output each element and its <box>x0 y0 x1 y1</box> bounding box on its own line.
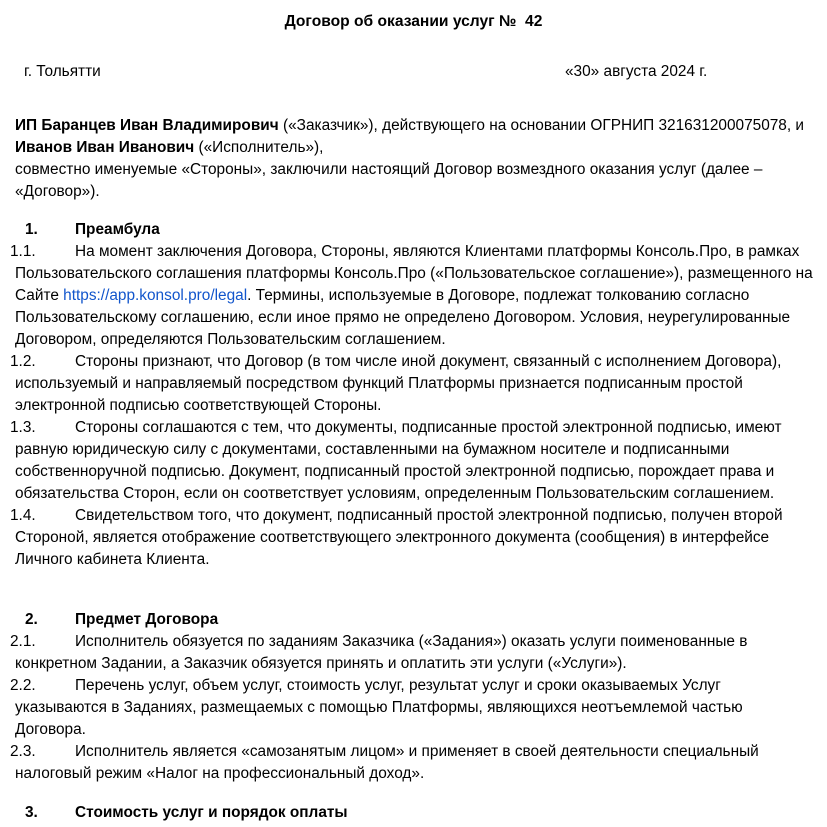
section-number: 1. <box>25 221 38 238</box>
section-title: Предмет Договора <box>75 611 219 628</box>
section-3 <box>0 802 827 824</box>
legal-link[interactable]: https://app.konsol.pro/legal <box>63 287 248 304</box>
document-date: «30» августа 2024 г. <box>565 63 708 80</box>
clause-1-1 <box>0 241 827 351</box>
clause-text: Стороны соглашаются с тем, что документы, подписанные простой электронной подписью, имеют равную юридическую силу с документами, составленными на бумажном носителе и подписанными собственноручной подписью. Документ, подписанный простой электронной подписью, порождает права и обязательства Сторон, если он соответствует условиям, определенным Пользовательским соглашением. <box>15 419 782 502</box>
clause-text-continued: . Термины, используемые в Договоре, подлежат толкованию согласно Пользовательскому соглашению, если иное прямо не определено Договором. Условия, неурегулированные Договором, определяются Пользовательским соглашением. <box>15 287 791 348</box>
section-heading <box>0 802 827 824</box>
customer-name: ИП Баранцев Иван Владимирович <box>15 117 279 134</box>
parties-paragraph <box>15 115 820 203</box>
clause-number: 1.3. <box>10 419 36 436</box>
clause-text: На момент заключения Договора, Стороны, являются Клиентами платформы Консоль.Про, в рамках Пользовательского соглашения платформы Консоль.Про («Пользовательское соглашение»), размещенного на Сайте <box>15 243 813 304</box>
clause-text: Перечень услуг, объем услуг, стоимость услуг, результат услуг и сроки оказываемых Услуг указываются в Заданиях, размещаемых с помощью Платформы, являющихся неотъемлемой частью Договора. <box>15 677 743 738</box>
clause-1-4 <box>0 505 827 571</box>
clause-number: 2.2. <box>10 677 36 694</box>
section-2 <box>0 609 827 785</box>
clause-number: 2.1. <box>10 633 36 650</box>
clause-text: Свидетельством того, что документ, подписанный простой электронной подписью, получен второй Стороной, является отображение соответствующего электронного документа (сообщения) в интерфейсе Личного кабинета Клиента. <box>15 507 783 568</box>
section-title: Преамбула <box>75 221 160 238</box>
clause-2-1 <box>0 631 827 675</box>
clause-number: 1.4. <box>10 507 36 524</box>
section-1 <box>0 219 827 571</box>
document-title: Договор об оказании услуг № 42 <box>284 13 543 30</box>
customer-role: («Заказчик»), действующего на основании ОГРНИП 321631200075078, и <box>278 117 805 134</box>
clause-text: Исполнитель является «самозанятым лицом» и применяет в своей деятельности специальный налоговый режим «Налог на профессиональный доход». <box>15 743 759 782</box>
clause-2-2 <box>0 675 827 741</box>
clause-number: 2.3. <box>10 743 36 760</box>
clause-2-3 <box>0 741 827 785</box>
section-heading <box>0 219 827 241</box>
executor-role: («Исполнитель»), <box>194 139 324 156</box>
clause-number: 1.2. <box>10 353 36 370</box>
clause-1-3 <box>0 417 827 505</box>
clause-1-2 <box>0 351 827 417</box>
clause-number: 1.1. <box>10 243 36 260</box>
section-title: Стоимость услуг и порядок оплаты <box>75 804 348 821</box>
section-number: 2. <box>25 611 38 628</box>
clause-text: Исполнитель обязуется по заданиям Заказчика («Задания») оказать услуги поименованные в конкретном Задании, а Заказчик обязуется принять и оплатить эти услуги («Услуги»). <box>15 633 748 672</box>
parties-together: совместно именуемые «Стороны», заключили настоящий Договор возмездного оказания услуг (далее – «Договор»). <box>15 161 763 200</box>
clause-text: Стороны признают, что Договор (в том числе иной документ, связанный с исполнением Договора), используемый и направляемый посредством функций Платформы признается подписанным простой электронной подписью соответствующей Стороны. <box>15 353 782 414</box>
document-city: г. Тольятти <box>24 63 101 80</box>
section-heading <box>0 609 827 631</box>
executor-name: Иванов Иван Иванович <box>15 139 195 156</box>
section-number: 3. <box>25 804 38 821</box>
